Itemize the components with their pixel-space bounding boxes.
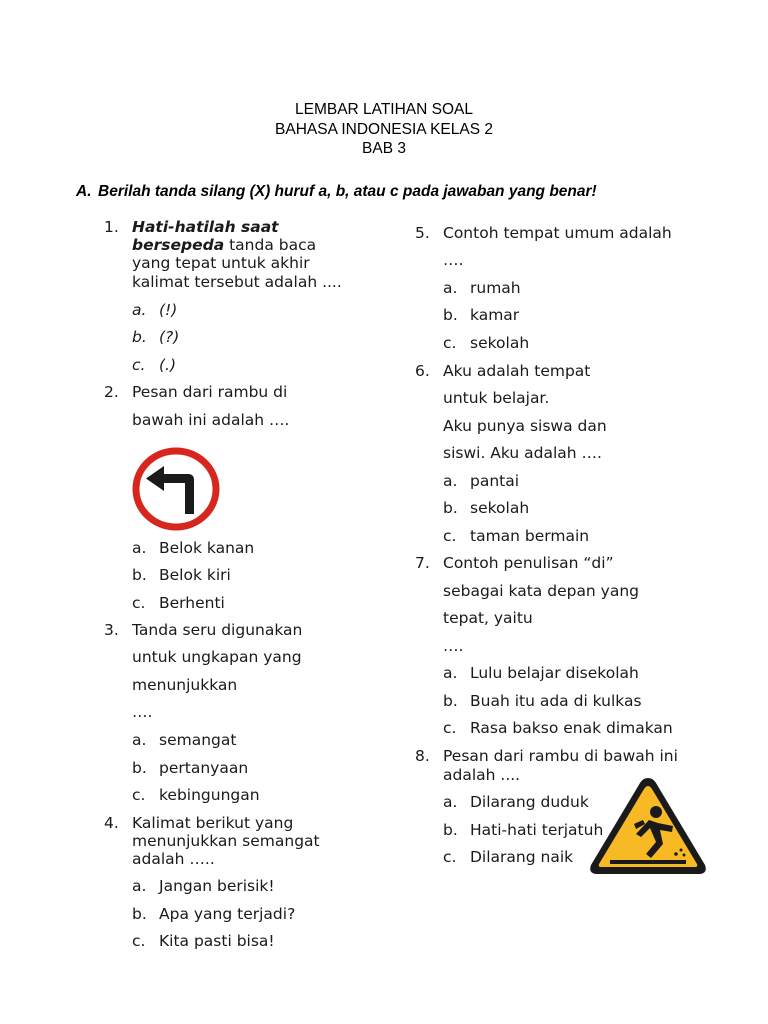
option-letter: b. bbox=[443, 306, 458, 324]
question-number: 4. bbox=[104, 814, 119, 832]
question-line: Kalimat berikut yang bbox=[132, 814, 294, 832]
question-line: menunjukkan bbox=[132, 676, 238, 694]
question-number: 3. bbox=[104, 621, 119, 639]
question-line bbox=[132, 236, 316, 254]
question-line: …. bbox=[132, 703, 153, 721]
option-letter: c. bbox=[443, 527, 457, 545]
worksheet-header bbox=[0, 100, 768, 159]
option-letter: c. bbox=[132, 786, 146, 804]
option-letter: c. bbox=[443, 719, 457, 737]
option-letter: a. bbox=[443, 664, 458, 682]
question-line: kalimat tersebut adalah .... bbox=[132, 273, 342, 291]
question-line: tepat, yaitu bbox=[443, 609, 533, 627]
option-letter: a. bbox=[443, 793, 458, 811]
option-a[interactable]: Belok kanan bbox=[159, 539, 255, 557]
question-line: …. bbox=[443, 637, 464, 655]
question-text: tanda baca bbox=[224, 236, 317, 254]
question-line: Aku adalah tempat bbox=[443, 362, 591, 380]
worksheet-chapter: BAB 3 bbox=[362, 140, 406, 157]
option-c[interactable]: taman bermain bbox=[470, 527, 590, 545]
option-letter: a. bbox=[443, 472, 458, 490]
option-letter: a. bbox=[132, 731, 147, 749]
option-a[interactable]: Dilarang duduk bbox=[470, 793, 589, 811]
question-line: Contoh penulisan “di” bbox=[443, 554, 614, 572]
option-a[interactable]: (!) bbox=[159, 301, 178, 319]
option-letter: b. bbox=[443, 499, 458, 517]
question-line: …. bbox=[443, 251, 464, 269]
option-c[interactable]: Dilarang naik bbox=[470, 848, 574, 866]
option-letter: a. bbox=[132, 877, 147, 895]
worksheet-title: LEMBAR LATIHAN SOAL bbox=[294, 101, 473, 118]
question-line: Pesan dari rambu di bbox=[132, 383, 288, 401]
option-a[interactable]: semangat bbox=[159, 731, 237, 749]
option-letter: a. bbox=[132, 539, 147, 557]
option-a[interactable]: Lulu belajar disekolah bbox=[470, 664, 639, 682]
section-instruction bbox=[76, 183, 756, 201]
question-number: 8. bbox=[415, 747, 430, 765]
option-letter: c. bbox=[443, 334, 457, 352]
question-line: Contoh tempat umum adalah bbox=[443, 224, 672, 242]
question-line: adalah ….. bbox=[132, 850, 215, 868]
question-line: menunjukkan semangat bbox=[132, 832, 320, 850]
question-number: 2. bbox=[104, 383, 119, 401]
option-c[interactable]: Berhenti bbox=[159, 594, 225, 612]
option-a[interactable]: rumah bbox=[470, 279, 521, 297]
question-line: bawah ini adalah …. bbox=[132, 411, 290, 429]
question-line: untuk ungkapan yang bbox=[132, 648, 302, 666]
question-line: Tanda seru digunakan bbox=[132, 621, 303, 639]
option-letter: a. bbox=[132, 301, 147, 319]
question-emphasis: Hati-hatilah saat bbox=[132, 218, 279, 236]
option-b[interactable]: kamar bbox=[470, 306, 520, 324]
option-b[interactable]: Belok kiri bbox=[159, 566, 231, 584]
question-line: Aku punya siswa dan bbox=[443, 417, 607, 435]
option-letter: b. bbox=[132, 566, 147, 584]
option-letter: b. bbox=[443, 692, 458, 710]
option-a[interactable]: pantai bbox=[470, 472, 520, 490]
slippery-floor-warning-sign-icon bbox=[586, 774, 710, 878]
option-c[interactable]: Kita pasti bisa! bbox=[159, 932, 275, 950]
option-b[interactable]: sekolah bbox=[470, 499, 530, 517]
option-letter: c. bbox=[443, 848, 457, 866]
option-b[interactable]: pertanyaan bbox=[159, 759, 249, 777]
question-number: 6. bbox=[415, 362, 430, 380]
option-b[interactable]: (?) bbox=[159, 328, 180, 346]
option-letter: a. bbox=[443, 279, 458, 297]
turn-left-prohibited-sign-icon bbox=[132, 446, 222, 532]
question-emphasis: bersepeda bbox=[132, 236, 225, 254]
option-letter: c. bbox=[132, 932, 146, 950]
question-line: adalah .... bbox=[443, 766, 521, 784]
option-letter: c. bbox=[132, 594, 146, 612]
option-letter: b. bbox=[132, 905, 147, 923]
question-number: 1. bbox=[104, 218, 119, 236]
option-a[interactable]: Jangan berisik! bbox=[159, 877, 275, 895]
option-b[interactable]: Buah itu ada di kulkas bbox=[470, 692, 642, 710]
option-letter: b. bbox=[132, 328, 147, 346]
option-c[interactable]: sekolah bbox=[470, 334, 530, 352]
instruction-text: Berilah tanda silang (X) huruf a, b, atau c pada jawaban yang benar! bbox=[98, 183, 597, 200]
section-marker: A. bbox=[76, 183, 92, 200]
option-c[interactable]: Rasa bakso enak dimakan bbox=[470, 719, 673, 737]
option-letter: c. bbox=[132, 356, 146, 374]
worksheet-subject: BAHASA INDONESIA KELAS 2 bbox=[275, 120, 493, 138]
option-b[interactable]: Apa yang terjadi? bbox=[159, 905, 296, 923]
question-number: 7. bbox=[415, 554, 430, 572]
option-letter: b. bbox=[132, 759, 147, 777]
question-line: Pesan dari rambu di bawah ini bbox=[443, 747, 678, 765]
question-line: yang tepat untuk akhir bbox=[132, 254, 310, 272]
option-letter: b. bbox=[443, 821, 458, 839]
question-line: siswi. Aku adalah …. bbox=[443, 444, 602, 462]
option-c[interactable]: kebingungan bbox=[159, 786, 260, 804]
question-line: sebagai kata depan yang bbox=[443, 582, 640, 600]
option-c[interactable]: (.) bbox=[159, 356, 177, 374]
question-line: untuk belajar. bbox=[443, 389, 550, 407]
question-number: 5. bbox=[415, 224, 430, 242]
option-b[interactable]: Hati-hati terjatuh bbox=[470, 821, 604, 839]
